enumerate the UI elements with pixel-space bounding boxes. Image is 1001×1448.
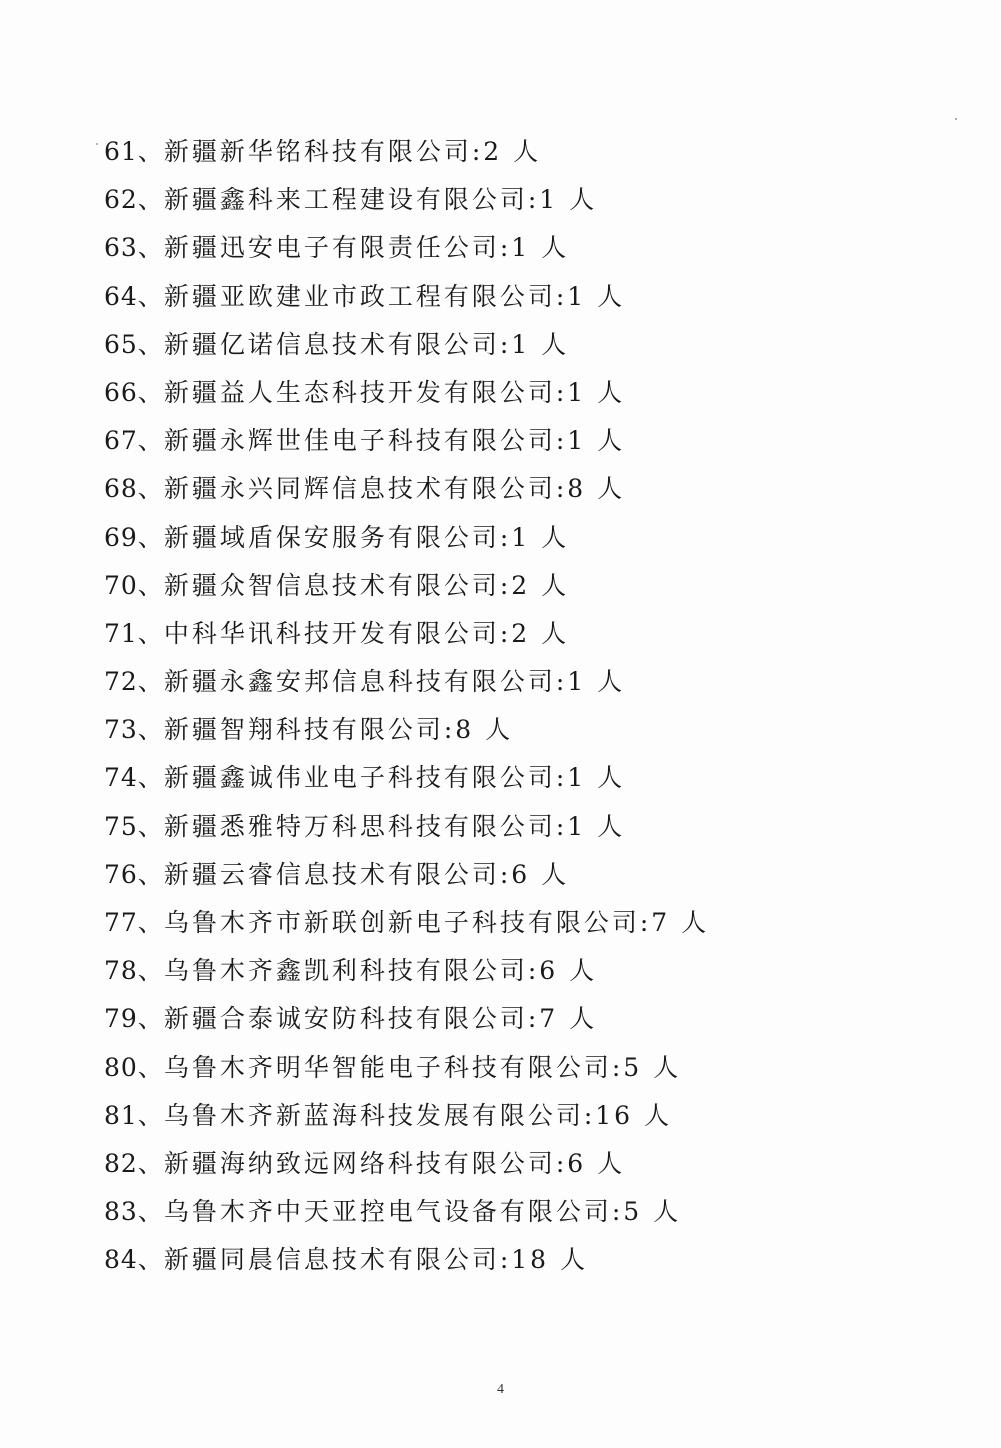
item-number: 83、 [104, 1197, 164, 1227]
item-number: 70、 [104, 570, 164, 600]
item-text: 新疆众智信息技术有限公司:2 人 [163, 570, 570, 600]
item-number: 63、 [104, 233, 164, 263]
item-number: 82、 [104, 1148, 164, 1178]
list-item [104, 176, 964, 224]
item-number: 80、 [104, 1052, 164, 1082]
list-item [104, 465, 964, 513]
item-number: 81、 [104, 1100, 164, 1130]
item-text: 乌鲁木齐明华智能电子科技有限公司:5 人 [163, 1052, 682, 1082]
list-item [104, 417, 964, 465]
item-text: 新疆云睿信息技术有限公司:6 人 [163, 859, 570, 889]
item-text: 新疆永鑫安邦信息科技有限公司:1 人 [163, 667, 626, 697]
item-number: 69、 [104, 522, 164, 552]
item-number: 68、 [104, 474, 164, 504]
item-number: 71、 [104, 618, 164, 648]
item-text: 新疆益人生态科技开发有限公司:1 人 [163, 377, 626, 407]
list-item [104, 224, 964, 272]
item-text: 新疆永辉世佳电子科技有限公司:1 人 [163, 426, 626, 456]
list-item [104, 562, 964, 610]
item-text: 新疆鑫科来工程建设有限公司:1 人 [163, 185, 598, 215]
item-text: 新疆同晨信息技术有限公司:18 人 [163, 1245, 588, 1275]
list-item [104, 369, 964, 417]
list-item [104, 754, 964, 802]
item-number: 77、 [104, 908, 164, 937]
item-text: 新疆亿诺信息技术有限公司:1 人 [163, 329, 570, 359]
item-text: 新疆迅安电子有限责任公司:1 人 [163, 233, 570, 263]
list-item [104, 273, 964, 321]
list-item [104, 706, 964, 754]
item-number: 67、 [104, 426, 164, 456]
item-text: 乌鲁木齐中天亚控电气设备有限公司:5 人 [163, 1197, 682, 1227]
item-number: 65、 [104, 329, 164, 359]
item-text: 新疆新华铭科技有限公司:2 人 [163, 137, 542, 166]
list-item [104, 899, 964, 947]
list-item [104, 1236, 964, 1284]
list-item [104, 1140, 964, 1188]
item-text: 新疆域盾保安服务有限公司:1 人 [163, 522, 570, 552]
list-item [104, 514, 964, 562]
item-text: 中科华讯科技开发有限公司:2 人 [163, 618, 570, 648]
item-text: 乌鲁木齐市新联创新电子科技有限公司:7 人 [163, 908, 710, 937]
item-number: 73、 [104, 715, 164, 745]
item-number: 84、 [104, 1245, 164, 1275]
item-number: 75、 [104, 811, 164, 841]
scan-speck [955, 118, 957, 120]
list-item [104, 1092, 964, 1140]
item-text: 新疆亚欧建业市政工程有限公司:1 人 [163, 281, 626, 311]
item-text: 新疆海纳致远网络科技有限公司:6 人 [163, 1148, 626, 1178]
item-number: 79、 [104, 1004, 164, 1034]
company-list [104, 128, 964, 1285]
item-number: 62、 [104, 185, 164, 215]
item-text: 乌鲁木齐鑫凯利科技有限公司:6 人 [163, 956, 598, 986]
list-item [104, 995, 964, 1043]
item-number: 78、 [104, 956, 164, 986]
list-item [104, 947, 964, 995]
item-text: 新疆永兴同辉信息技术有限公司:8 人 [163, 474, 626, 504]
list-item [104, 851, 964, 899]
list-item [104, 610, 964, 658]
item-text: 乌鲁木齐新蓝海科技发展有限公司:16 人 [163, 1100, 672, 1130]
item-number: 76、 [104, 859, 164, 889]
item-text: 新疆智翔科技有限公司:8 人 [163, 715, 514, 745]
list-item [104, 658, 964, 706]
page-number: 4 [497, 1382, 504, 1397]
item-number: 74、 [104, 763, 164, 793]
item-text: 新疆鑫诚伟业电子科技有限公司:1 人 [163, 763, 626, 793]
list-item [104, 1044, 964, 1092]
item-number: 64、 [104, 281, 164, 311]
scan-speck [96, 143, 98, 145]
item-number: 61、 [104, 137, 164, 166]
item-number: 72、 [104, 667, 164, 697]
list-item [104, 1188, 964, 1236]
list-item [104, 128, 964, 176]
item-text: 新疆合泰诚安防科技有限公司:7 人 [163, 1004, 598, 1034]
list-item [104, 803, 964, 851]
item-text: 新疆悉雅特万科思科技有限公司:1 人 [163, 811, 626, 841]
item-number: 66、 [104, 377, 164, 407]
list-item [104, 321, 964, 369]
